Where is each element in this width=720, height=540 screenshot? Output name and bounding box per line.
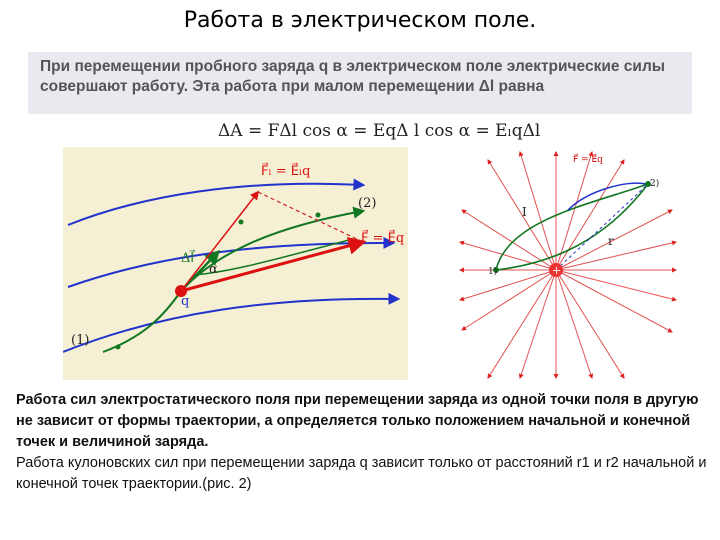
label-plus: + — [552, 264, 562, 277]
label-path-1: (1) — [71, 333, 90, 348]
label-f2: F⃗ = E⃗q — [573, 155, 603, 165]
point-charge-figure — [458, 150, 678, 380]
trajectory-2 — [181, 211, 363, 291]
caption-paragraph-1: Работа сил электростатического поля при перемещении заряда из одной точки поля в другую не зависит от формы траектории, а определяется только положением начальной и конечной точек и величиной заряда. — [16, 392, 699, 450]
intro-text: При перемещении пробного заряда q в электрическом поле электрические силы совершают работу. Эта работа при малом перемещении Δl равна — [40, 58, 666, 95]
force-l-vector — [181, 192, 258, 291]
label-f: F⃗ = E⃗q — [361, 231, 405, 246]
label-1: 1) — [488, 267, 498, 277]
work-formula: ΔA = FΔl cos α = EqΔ l cos α = EₗqΔl — [218, 121, 541, 141]
trajectory-1 — [103, 291, 181, 352]
path-II — [496, 184, 648, 270]
label-alpha: α — [209, 262, 218, 277]
label-fl: F⃗ₗ = E⃗ₗq — [261, 164, 311, 179]
label-2: 2) — [650, 179, 660, 189]
label-q: q — [181, 294, 190, 309]
field-line-1 — [68, 184, 363, 225]
label-path-2: (2) — [358, 196, 377, 211]
caption-paragraph-2: Работа кулоновских сил при перемещении заряда q зависит только от расстояний r1 и r2 начальной и конечной точек траектории.(рис. 2) — [16, 455, 707, 492]
label-r: r — [608, 234, 614, 248]
field-line-2 — [68, 243, 393, 287]
label-dl: Δl⃗ — [181, 251, 194, 266]
caption — [16, 390, 711, 495]
label-I: I — [522, 205, 527, 219]
page-title: Работа в электрическом поле. — [183, 8, 537, 33]
path-I — [496, 184, 648, 270]
field-lines-figure — [63, 147, 408, 380]
field-line-3 — [63, 299, 398, 352]
